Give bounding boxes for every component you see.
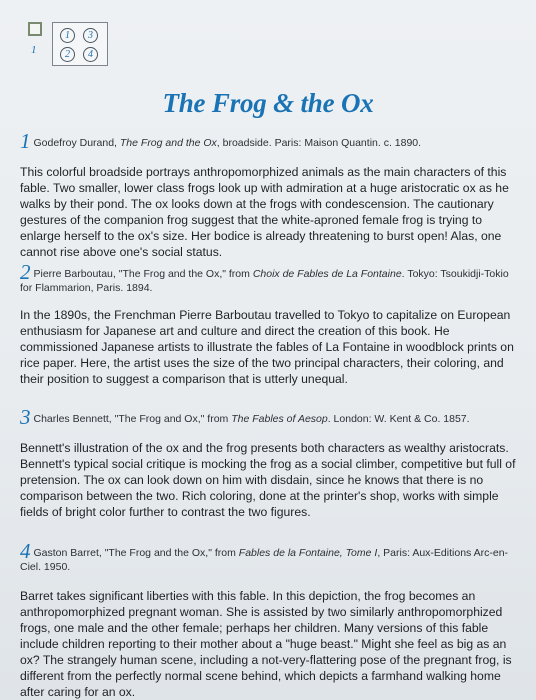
citation-details: , broadside. Paris: Maison Quantin. c. 1890. — [216, 137, 422, 149]
citation-author: Pierre Barboutau, "The Frog and the Ox," from — [33, 268, 253, 280]
entry-citation — [20, 405, 520, 429]
citation-details: . London: W. Kent & Co. 1857. — [327, 413, 470, 425]
citation-work-title: Choix de Fables de La Fontaine — [252, 268, 402, 280]
citation-author: Godefroy Durand, — [33, 137, 120, 149]
entry-description: Bennett's illustration of the ox and the frog presents both characters as wealthy aristocrats. Bennett's typical social critique is mocking the frog as a social climber, competitive but full of pretension. The ox can look down on him with disdain, since he knows that there is no comparison between the two. Rich coloring, done at the printer's shop, works with simple fields of bright color further to contrast the two figures. — [20, 441, 516, 519]
page-title: The Frog & the Ox — [162, 88, 374, 118]
entry-2 — [20, 260, 520, 387]
citation-details: , Paris: Aux-Editions Arc-en-Ciel. 1950. — [20, 547, 509, 573]
citation-details: . Tokyo: Tsoukidji-Tokio for Flammarion, Paris. 1894. — [20, 268, 509, 294]
key-circle-3: 3 — [83, 28, 98, 43]
citation-work-title: Fables de la Fontaine, Tome I — [238, 547, 378, 559]
key-diagram — [28, 22, 112, 72]
entry-number: 4 — [20, 539, 31, 563]
entry-citation — [20, 260, 520, 295]
entry-4 — [20, 539, 520, 700]
citation-work-title: The Frog and the Ox — [119, 137, 217, 149]
entry-number: 1 — [20, 129, 31, 153]
entry-description: Barret takes significant liberties with this fable. In this depiction, the frog becomes an anthropomorphized pregnant woman. She is assisted by two similarly anthropomorphized frogs, one male and the other female; perhaps her children. Many versions of this fable include children reporting to their mother about a "huge beast." Might she feel as big as an ox? The strangely human scene, including a not-very-flattering pose of the pregnant frog, is different from the perfectly normal scene behind, which depicts a farmhand walking home after caring for an ox. — [20, 589, 512, 699]
entry-1 — [20, 129, 520, 260]
entry-number: 3 — [20, 405, 31, 429]
location-marker-icon — [28, 22, 42, 36]
citation-work-title: The Fables of Aesop — [231, 413, 328, 425]
entry-citation — [20, 539, 520, 574]
key-circle-2: 2 — [60, 47, 75, 62]
key-circle-1: 1 — [60, 28, 75, 43]
citation-author: Gaston Barret, "The Frog and the Ox," from — [33, 547, 239, 559]
citation-author: Charles Bennett, "The Frog and Ox," from — [33, 413, 232, 425]
entry-3 — [20, 405, 520, 520]
entry-description: In the 1890s, the Frenchman Pierre Barboutau travelled to Tokyo to capitalize on European enthusiasm for Japanese art and culture and direct the creation of this book. He commissioned Japanese artists to illustrate the fables of La Fontaine in woodblock prints on rice paper. Here, the artist uses the size of the two principal characters, their coloring, and their position to suggest a comparison that is utterly unequal. — [20, 308, 514, 386]
entry-description: This colorful broadside portrays anthropomorphized animals as the main characters of this fable. Two smaller, lower class frogs look up with admiration at a huge aristocratic ox as he walks by their pond. The ox looks down at the frogs with condescension. The cautionary gestures of the companion frog suggest that the white-aproned female frog is trying to enlarge herself to the ox's size. Her bodice is already threatening to burst open! Alas, one cannot rise above one's social status. — [20, 165, 509, 259]
location-marker-number: 1 — [31, 44, 37, 56]
key-grid — [52, 22, 108, 66]
key-circle-4: 4 — [83, 47, 98, 62]
entry-number: 2 — [20, 260, 31, 284]
entry-citation — [20, 129, 520, 153]
